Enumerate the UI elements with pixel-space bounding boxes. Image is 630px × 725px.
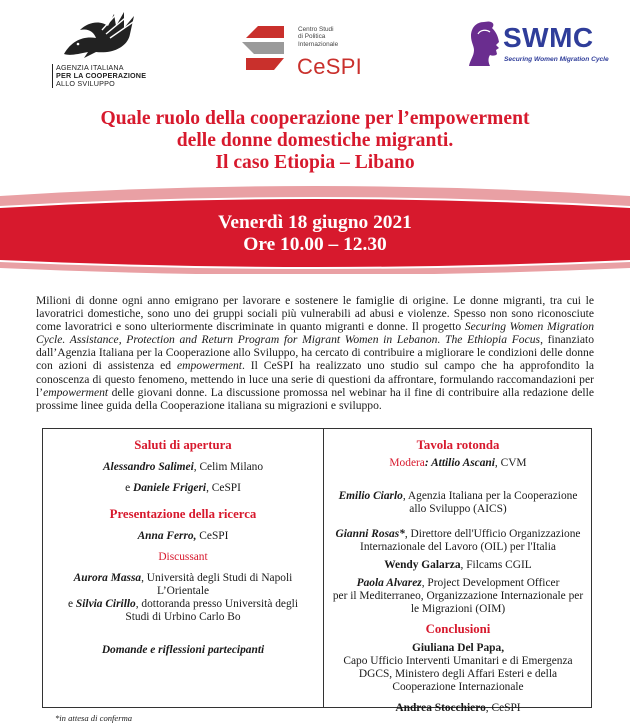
cespi-line-3: Internazionale <box>298 40 339 48</box>
panelist-2: Gianni Rosas*, Direttore dell'Ufficio Organizzazione Internazionale del Lavoro (OIL) per l'Italia <box>335 528 581 553</box>
panelist-4: Paola Alvarez, Project Development Officer per il Mediterraneo, Organizzazione Internazionale per le Migrazioni (OIM) <box>332 577 584 615</box>
cespi-emblem-icon <box>240 20 292 72</box>
event-date: Venerdì 18 giugno 2021 <box>218 212 412 233</box>
footnote: *in attesa di conferma <box>55 713 133 723</box>
discussant-2: e Silvia Cirillo, dottoranda presso Università degli Studi di Urbino Carlo Bo <box>68 598 298 623</box>
program-right-column <box>325 438 591 715</box>
title-line-2: delle donne domestiche migranti. <box>176 130 454 151</box>
cespi-subtitle <box>298 26 338 48</box>
saluti-heading: Saluti di apertura <box>134 438 232 452</box>
aics-logo <box>44 10 154 90</box>
swmc-subtitle: Securing Women Migration Cycle <box>504 56 609 63</box>
intro-text-3: . Il CeSPI ha realizzato uno studio sul campo che ha approfondito la conoscenza di questo fenomeno, mettendo in luce una serie di questioni da affrontare, formulando raccomandazioni per l’ <box>36 359 594 399</box>
intro-paragraph <box>36 294 594 412</box>
intro-text-1: Milioni di donne ogni anno emigrano per lavorare e sostenere le famiglie di origine. Le donne migranti, tra cui le lavoratrici domestiche, sono uno dei gruppi sociali più vulnerabili ad abusi e violenze. Spesso non sono riconosciute come lavoratrici e sono ulteriormente discriminate in quanto migranti e donne. Il progetto <box>36 294 594 334</box>
title-line-1: Quale ruolo della cooperazione per l’empowerment <box>100 108 530 129</box>
dove-icon <box>44 10 139 62</box>
presentazione-heading: Presentazione della ricerca <box>109 507 257 521</box>
woman-profile-icon <box>468 20 504 68</box>
aics-wordmark <box>52 64 146 88</box>
cespi-logo <box>240 20 380 82</box>
conclusion-speaker-2: Andrea Stocchiero, CeSPI <box>395 702 521 714</box>
event-time: Ore 10.00 – 12.30 <box>243 234 387 255</box>
panelist-3: Wendy Galarza, Filcams CGIL <box>384 559 532 571</box>
discussant-1: Aurora Massa, Università degli Studi di Napoli L’Orientale <box>73 572 293 597</box>
intro-text-4: delle giovani donne. La discussione promossa nel webinar ha il fine di contribuire alla redazione delle prossime linee guida della Cooperazione italiana su migrazioni e sviluppo. <box>36 385 594 412</box>
saluti-speaker-2: e Daniele Frigeri, CeSPI <box>125 482 241 494</box>
program-divider <box>323 428 324 708</box>
swmc-logo <box>468 20 618 72</box>
discussant-heading: Discussant <box>158 551 208 563</box>
title-line-3: Il caso Etiopia – Libano <box>215 152 415 173</box>
aics-line-1: AGENZIA ITALIANA <box>56 63 124 72</box>
event-title <box>0 108 630 174</box>
tavola-heading: Tavola rotonda <box>416 438 500 452</box>
program-left-column <box>44 438 322 657</box>
conclusioni-heading: Conclusioni <box>425 622 491 636</box>
intro-empowerment-1: empowerment <box>176 359 242 373</box>
intro-empowerment-2: empowerment <box>43 385 109 399</box>
conclusion-speaker-1: Giuliana Del Papa, Capo Ufficio Interventi Umanitari e di Emergenza DGCS, Ministero degli Affari Esteri e della Cooperazione Internazionale <box>343 642 573 693</box>
intro-project-name: Securing Women Migration Cycle. Assistance, Protection and Return Program for Migrant Women in Lebanon. The Ethiopia Focus <box>36 320 594 347</box>
banner-text <box>0 212 630 256</box>
aics-line-3: ALLO SVILUPPO <box>56 79 115 88</box>
cespi-line-2: di Politica <box>298 33 326 41</box>
moderator: Modera: Attilio Ascani, CVM <box>389 457 527 469</box>
presenter: Anna Ferro, CeSPI <box>137 530 229 542</box>
swmc-name: SWMC <box>503 22 594 53</box>
questions-item: Domande e riflessioni partecipanti <box>101 644 265 656</box>
panelist-1: Emilio Ciarlo, Agenzia Italiana per la Cooperazione allo Sviluppo (AICS) <box>338 490 578 515</box>
cespi-line-1: Centro Studi <box>298 26 334 33</box>
saluti-speaker-1: Alessandro Salimei, Celim Milano <box>102 461 264 473</box>
aics-line-2: PER LA COOPERAZIONE <box>56 71 147 80</box>
intro-text-2: , finanziato dall’Agenzia Italiana per la Cooperazione allo Sviluppo, ha cercato di contribuire a migliorare le condizioni delle donne con azioni di assistenza ed <box>36 333 594 373</box>
cespi-name: CeSPI <box>297 54 363 79</box>
